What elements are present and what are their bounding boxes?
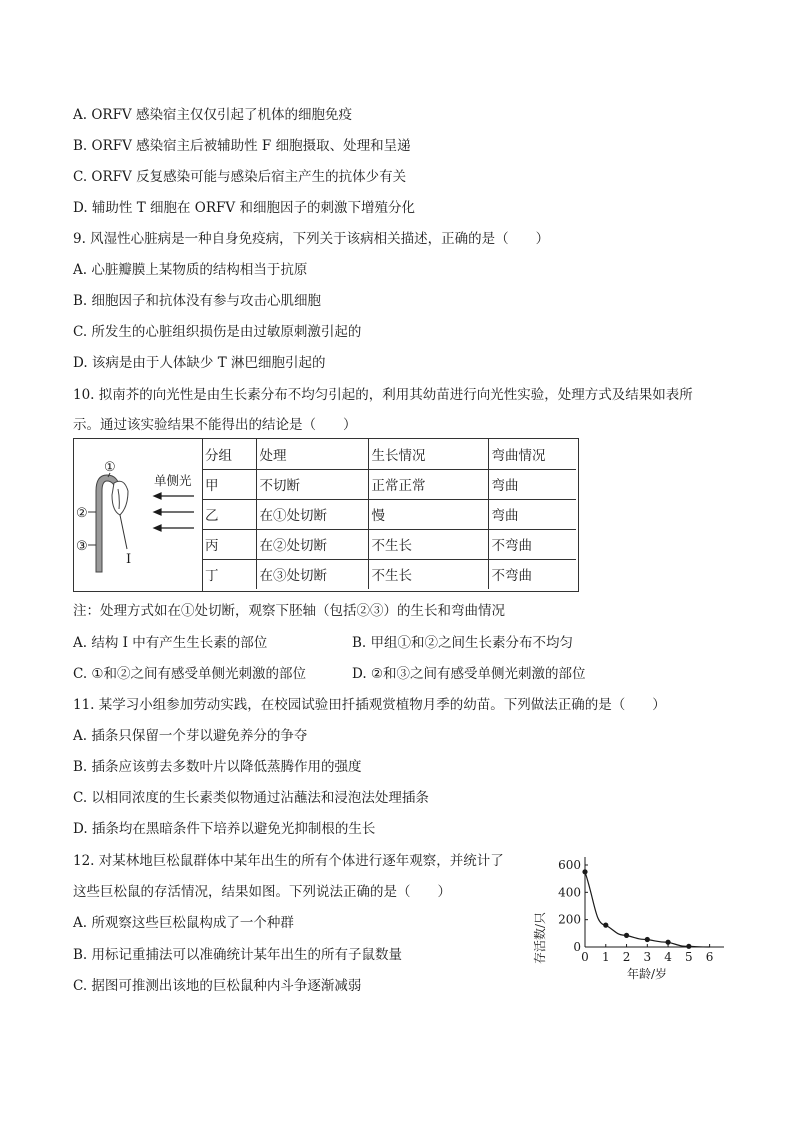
seedling-diagram — [74, 439, 203, 591]
x-tick-label: 1 — [601, 950, 610, 964]
y-tick-label: 0 — [573, 940, 581, 954]
q10-note: 注：处理方式如在①处切断，观察下胚轴（包括②③）的生长和弯曲情况 — [73, 603, 505, 619]
survival-series-line — [585, 872, 710, 947]
label-2: ② — [76, 506, 88, 521]
table-header: 处理 — [256, 439, 368, 469]
q9-option-a: A. 心脏瓣膜上某物质的结构相当于抗原 — [73, 262, 308, 278]
table-header: 生长情况 — [368, 439, 488, 469]
q12-stem-line1: 12. 对某林地巨松鼠群体中某年出生的所有个体进行逐年观察，并统计了 — [73, 853, 504, 869]
q12-option-a: A. 所观察这些巨松鼠构成了一个种群 — [73, 915, 294, 931]
q9-option-b: B. 细胞因子和抗体没有参与攻击心肌细胞 — [73, 293, 322, 309]
q8-option-c: C. ORFV 反复感染可能与感染后宿主产生的抗体少有关 — [73, 169, 407, 185]
q10-stem-line2: 示。通过该实验结果不能得出的结论是（ ） — [73, 417, 357, 433]
table-header: 分组 — [202, 439, 256, 469]
q8-option-d: D. 辅助性 T 细胞在 ORFV 和细胞因子的刺激下增殖分化 — [73, 200, 415, 216]
survival-data-point — [686, 944, 691, 949]
label-3: ③ — [76, 539, 88, 554]
x-tick-label: 2 — [622, 950, 631, 964]
q8-option-b: B. ORFV 感染宿主后被辅助性 F 细胞摄取、处理和呈递 — [73, 138, 411, 154]
q9-option-c: C. 所发生的心脏组织损伤是由过敏原刺激引起的 — [73, 324, 362, 340]
survival-chart — [528, 850, 728, 985]
y-tick-label: 600 — [558, 858, 581, 872]
label-I: I — [126, 552, 132, 567]
cotyledon-structure — [112, 481, 128, 515]
q12-option-b: B. 用标记重捕法可以准确统计某年出生的所有子鼠数量 — [73, 947, 403, 963]
q10-option-c: C. ①和②之间有感受单侧光刺激的部位 — [73, 666, 307, 682]
q11-option-c: C. 以相同浓度的生长素类似物通过沾蘸法和浸泡法处理插条 — [73, 790, 429, 806]
table-header: 弯曲情况 — [488, 439, 576, 469]
q10-stem-line1: 10. 拟南芥的向光性是由生长素分布不均匀引起的，利用其幼苗进行向光性实验，处理方式及结果如表所 — [73, 387, 693, 403]
experiment-table — [202, 439, 576, 589]
table-cell: 不切断 — [256, 469, 368, 499]
pointer-I — [120, 515, 127, 549]
y-tick-label: 400 — [558, 885, 581, 900]
chart-y-label: 存活数/只 — [533, 911, 547, 965]
table-row — [202, 559, 576, 589]
table-cell: 弯曲 — [488, 499, 576, 529]
q12-option-c: C. 据图可推测出该地的巨松鼠种内斗争逐渐减弱 — [73, 978, 362, 994]
q11-option-b: B. 插条应该剪去多数叶片以降低蒸腾作用的强度 — [73, 759, 362, 775]
q10-option-a: A. 结构 I 中有产生生长素的部位 — [73, 635, 268, 651]
survival-data-point — [645, 937, 650, 942]
q12-stem-line2: 这些巨松鼠的存活情况，结果如图。下列说法正确的是（ ） — [73, 884, 451, 900]
table-cell: 甲 — [202, 469, 256, 499]
table-cell: 在①处切断 — [256, 499, 368, 529]
q9-option-d: D. 该病是由于人体缺少 T 淋巴细胞引起的 — [73, 355, 326, 371]
survival-data-point — [603, 923, 608, 928]
y-tick-label: 200 — [558, 912, 581, 927]
table-cell: 不弯曲 — [488, 529, 576, 559]
light-label: 单侧光 — [154, 473, 192, 488]
q11-option-d: D. 插条均在黑暗条件下培养以避免光抑制根的生长 — [73, 821, 376, 837]
q8-option-a: A. ORFV 感染宿主仅仅引起了机体的细胞免疫 — [73, 107, 352, 123]
table-cell: 丙 — [202, 529, 256, 559]
q10-option-d: D. ②和③之间有感受单侧光刺激的部位 — [352, 666, 586, 682]
table-cell: 乙 — [202, 499, 256, 529]
survival-data-point — [624, 933, 629, 938]
table-cell: 弯曲 — [488, 469, 576, 499]
table-header-row — [202, 439, 576, 469]
table-row — [202, 499, 576, 529]
table-cell: 丁 — [202, 559, 256, 589]
q11-option-a: A. 插条只保留一个芽以避免养分的争夺 — [73, 728, 308, 744]
table-cell: 在②处切断 — [256, 529, 368, 559]
q10-option-b: B. 甲组①和②之间生长素分布不均匀 — [352, 635, 574, 651]
table-cell: 不生长 — [368, 529, 488, 559]
table-cell: 在③处切断 — [256, 559, 368, 589]
table-cell: 慢 — [368, 499, 488, 529]
x-tick-label: 5 — [685, 950, 693, 964]
table-cell: 正常正常 — [368, 469, 488, 499]
x-tick-label: 0 — [581, 950, 589, 964]
q10-figure-table — [73, 438, 579, 592]
label-1: ① — [104, 460, 116, 475]
x-tick-label: 4 — [664, 950, 672, 964]
table-cell: 不生长 — [368, 559, 488, 589]
table-cell: 不弯曲 — [488, 559, 576, 589]
table-row — [202, 469, 576, 499]
table-row — [202, 529, 576, 559]
q11-stem: 11. 某学习小组参加劳动实践，在校园试验田扦插观赏植物月季的幼苗。下列做法正确的是（ ） — [73, 697, 666, 713]
survival-data-point — [665, 940, 670, 945]
chart-x-label: 年龄/岁 — [626, 967, 668, 981]
x-tick-label: 6 — [705, 950, 714, 964]
q9-stem: 9. 风湿性心脏病是一种自身免疫病，下列关于该病相关描述，正确的是（ ） — [73, 231, 550, 247]
x-tick-label: 3 — [643, 950, 652, 964]
light-arrows — [154, 493, 194, 531]
survival-data-point — [582, 869, 587, 874]
